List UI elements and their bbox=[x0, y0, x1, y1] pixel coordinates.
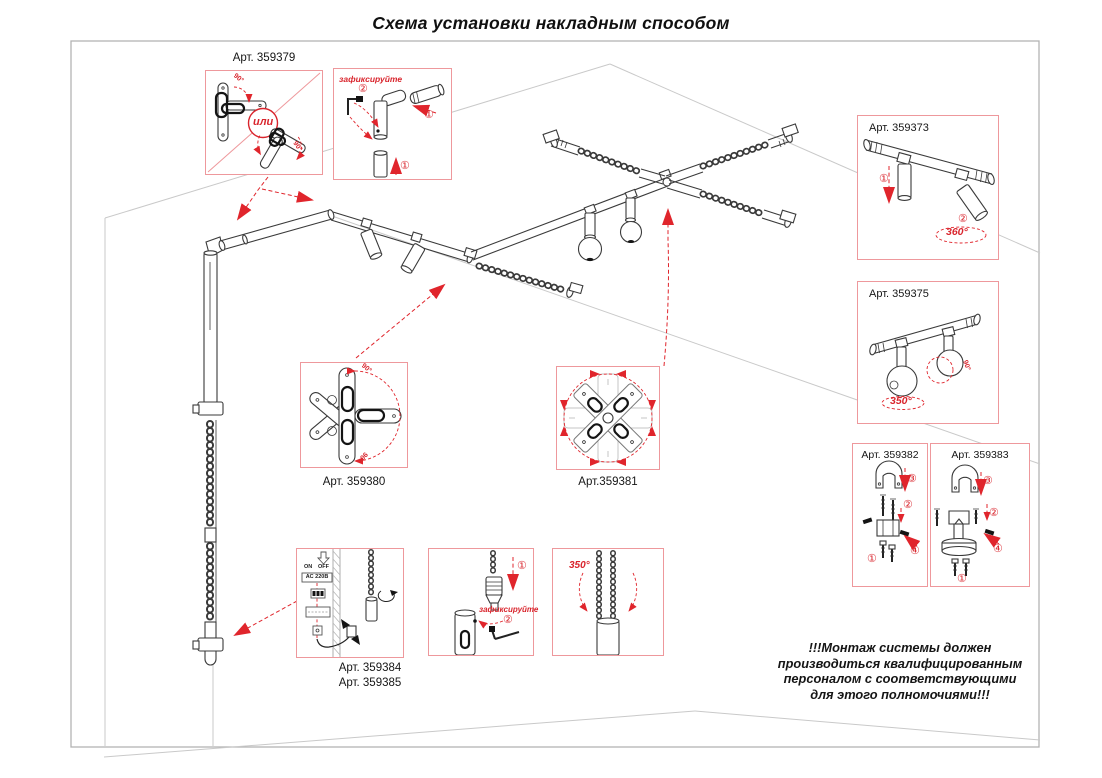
detail-box-359384 bbox=[296, 548, 404, 658]
label-art-359373: Арт. 359373 bbox=[869, 122, 929, 134]
fix-label-bottom: зафиксируйте bbox=[479, 605, 539, 614]
detail-box-chain-350 bbox=[552, 548, 664, 656]
switch-off-label: OFF bbox=[318, 564, 329, 570]
detail-box-fix-bottom bbox=[428, 548, 539, 656]
or-label: или bbox=[253, 116, 274, 128]
detail-box-359379 bbox=[205, 70, 323, 175]
step-3: ③ bbox=[907, 473, 917, 485]
scene-fix-corner bbox=[334, 69, 451, 179]
detail-box-359382 bbox=[852, 443, 928, 587]
step-1: ① bbox=[517, 560, 527, 572]
label-art-359381: Арт.359381 bbox=[578, 476, 638, 488]
label-art-359385: Арт. 359385 bbox=[338, 677, 402, 689]
step-1: ① bbox=[879, 173, 889, 185]
label-art-359382: Арт. 359382 bbox=[861, 449, 919, 461]
step-1: ① bbox=[424, 109, 434, 121]
deg-90-br: 90° bbox=[291, 140, 304, 153]
label-art-359380: Арт. 359380 bbox=[322, 476, 386, 488]
page-title: Схема установки накладным способом bbox=[372, 13, 730, 33]
step-1: ① bbox=[957, 573, 967, 585]
spotlights bbox=[360, 218, 425, 274]
detail-box-359373 bbox=[857, 115, 999, 260]
twisted-rod bbox=[479, 266, 583, 298]
scene-switch-384 bbox=[297, 549, 403, 657]
step-1b: ① bbox=[400, 160, 410, 172]
pendant-sphere-lamps bbox=[579, 189, 642, 261]
warning-line-2: производиться квалифицированным bbox=[777, 655, 1023, 671]
step-2: ② bbox=[503, 614, 513, 626]
deg-90-bottom: 90° bbox=[356, 450, 369, 463]
deg-90: 90° bbox=[961, 359, 972, 372]
label-art-359379: Арт. 359379 bbox=[232, 52, 296, 64]
power-label: AC 220В bbox=[305, 574, 329, 580]
fix-label-top: зафиксируйте bbox=[339, 74, 403, 84]
label-art-359383: Арт. 359383 bbox=[951, 449, 1009, 461]
label-art-359375: Арт. 359375 bbox=[869, 288, 929, 300]
warning-line-4: для этого полномочиями!!! bbox=[810, 686, 990, 702]
step-2: ② bbox=[358, 83, 368, 95]
detail-box-359375 bbox=[857, 281, 999, 424]
warning-line-3: персоналом с соответствующими bbox=[783, 671, 1017, 686]
deg-360: 360° bbox=[946, 226, 968, 238]
scene-bracket-383 bbox=[931, 444, 1029, 586]
corner-track bbox=[206, 209, 477, 264]
deg-350: 350° bbox=[569, 560, 590, 571]
label-art-359384: Арт. 359384 bbox=[338, 662, 402, 674]
step-3: ③ bbox=[983, 475, 993, 487]
switch-on-label: ON bbox=[304, 564, 313, 570]
deg-350: 350° bbox=[890, 395, 912, 407]
warning-text bbox=[752, 640, 1048, 702]
detail-box-359383 bbox=[930, 443, 1030, 587]
detail-box-fix-top bbox=[333, 68, 452, 180]
warning-line-1: !!!Монтаж системы должен bbox=[808, 640, 992, 655]
step-2: ② bbox=[958, 213, 968, 225]
detail-box-359381 bbox=[556, 366, 660, 470]
step-2: ② bbox=[989, 507, 999, 519]
scene-cross-381 bbox=[557, 367, 659, 469]
scene-sphere-track bbox=[858, 282, 998, 423]
step-2: ② bbox=[903, 499, 913, 511]
deg-90-tl: 90° bbox=[231, 72, 245, 85]
scene-bracket-382 bbox=[853, 444, 927, 586]
scene-plate-380 bbox=[301, 363, 407, 467]
vertical-pole bbox=[193, 251, 223, 665]
deg-90-top: 90° bbox=[359, 362, 373, 375]
step-4: ④ bbox=[993, 543, 1003, 555]
step-4: ④ bbox=[910, 545, 920, 557]
scene-spot-track bbox=[858, 116, 998, 259]
detail-box-359380 bbox=[300, 362, 408, 468]
step-1: ① bbox=[867, 553, 877, 565]
